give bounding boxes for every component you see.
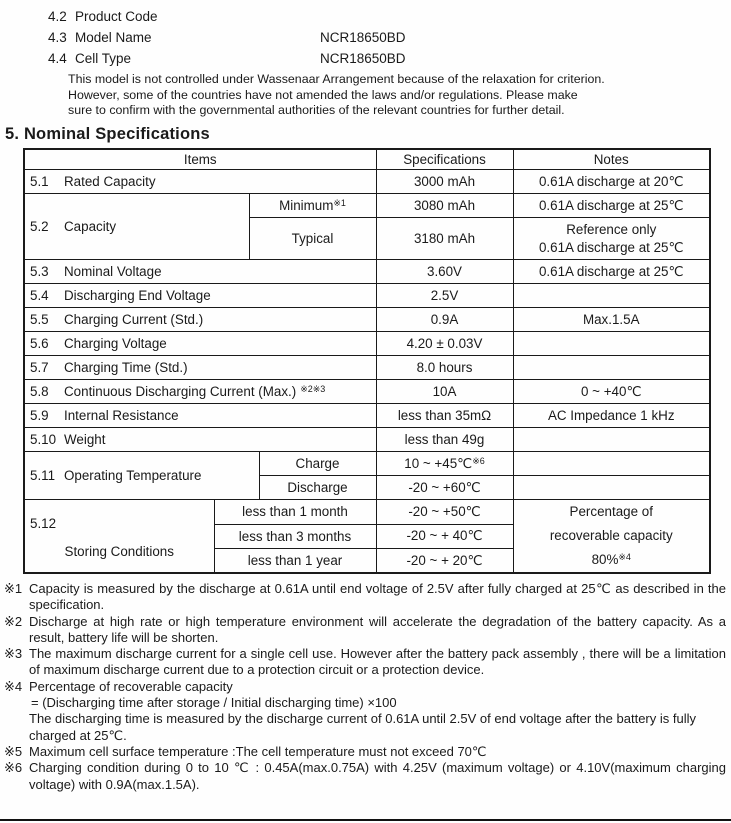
footnote-marker: ※5 [4,743,23,759]
row-5-5-charging-current [24,308,710,332]
note-line: Reference only [566,221,657,237]
item-cell [24,308,376,332]
footnote-ref: ※1 [333,198,346,208]
note-cell: 0.61A discharge at 25℃ [513,260,710,284]
sub-item-cell: less than 3 months [214,524,376,549]
footnote-text: Maximum cell surface temperature :The cell temperature must not exceed 70℃ [29,743,487,759]
item-cell [24,452,259,500]
page-bottom-rule [0,819,731,821]
footnote-marker: ※6 [4,760,23,776]
spec-cell: -20 ~ +50℃ [376,500,513,525]
footnote-text: Discharge at high rate or high temperature environment will accelerate the degradation of the battery capacity. As a result, battery life will be shorten. [29,613,726,645]
sub-item-cell: less than 1 month [214,500,376,525]
wassenaar-note-line: sure to confirm with the governmental authorities of the relevant countries for further detail. [68,103,565,117]
spec-cell: less than 49g [376,428,513,452]
row-number: 5.8 [30,384,49,399]
spec-cell: 2.5V [376,284,513,308]
row-5-3-nominal-voltage [24,260,710,284]
model-name-row [48,27,731,48]
footnote-text: The maximum discharge current for a single cell use. However after the battery pack assembly , there will be a limitation of maximum discharge current due to a protection circuit or a protection device. [29,646,726,678]
row-5-4-discharging-end-voltage [24,284,710,308]
row-number: 5.12 [30,516,57,531]
spec-cell: -20 ~ +60℃ [376,476,513,500]
note-line: recoverable capacity [549,528,673,543]
sub-item-cell: Charge [259,452,376,476]
row-5-9-internal-resistance [24,404,710,428]
item-label: Product Code [75,9,158,24]
footnote-1 [4,581,726,614]
row-number: 5.11 [30,468,56,483]
footnote-2 [4,614,726,647]
footnote-marker: ※1 [4,581,23,596]
footnote-ref: ※2※3 [300,384,326,394]
footnote-text: Charging condition during 0 to 10 ℃ : 0.45A(max.0.75A) with 4.25V (maximum voltage) or 4.10V(maximum charging voltage) with 0.9A(max.1.5A). [29,760,726,792]
header-notes: Notes [513,149,710,170]
item-label: Cell Type [75,51,132,66]
row-number: 5.6 [30,336,49,351]
item-cell [24,404,376,428]
item-label: Capacity [64,219,117,234]
footnote-6 [4,760,726,793]
wassenaar-note-line: However, some of the countries have not amended the laws and/or regulations. Please make [68,87,578,102]
section-5-heading: 5. Nominal Specifications [5,124,210,143]
row-5-6-charging-voltage [24,332,710,356]
note-cell [513,476,710,500]
model-name-value: NCR18650BD [320,30,406,45]
sub-item-cell [249,194,376,218]
wassenaar-note-line: This model is not controlled under Wassenaar Arrangement because of the relaxation for criterion. [68,72,605,86]
row-5-7-charging-time [24,356,710,380]
product-code-row [48,6,731,27]
row-number: 5.3 [30,264,49,279]
note-cell [513,284,710,308]
footnote-line: The discharging time is measured by the discharge current of 0.61A until 2.5V of end voltage after the battery is fully charged at 25℃. [29,711,696,743]
sub-item-cell: Discharge [259,476,376,500]
footnote-text: Capacity is measured by the discharge at 0.61A until end voltage of 2.5V after fully charged at 25℃ as described in the specification. [29,581,726,613]
note-cell [513,218,710,260]
spec-value: 10 ~ +45℃ [404,455,473,471]
sub-item-cell: less than 1 year [214,549,376,574]
item-label: Weight [64,432,106,447]
item-number: 4.3 [48,30,67,45]
row-5-2-capacity-minimum [24,194,710,218]
sub-item-label: Minimum [279,198,334,213]
note-line: 0.61A discharge at 25℃ [538,239,684,255]
table-header-row [24,149,710,170]
note-cell: Max.1.5A [513,308,710,332]
row-5-8-continuous-discharging-current [24,380,710,404]
item-label: Rated Capacity [64,174,156,189]
sub-item-cell: Typical [249,218,376,260]
note-value: 80% [591,552,619,567]
item-cell [24,194,249,260]
item-number: 4.2 [48,9,67,24]
note-line: Percentage of [569,504,653,519]
note-cell [513,452,710,476]
row-number: 5.5 [30,312,49,327]
spec-cell [376,452,513,476]
footnote-4 [4,679,726,744]
item-cell [24,356,376,380]
row-number: 5.2 [30,219,49,234]
wassenaar-note [68,72,713,119]
footnote-marker: ※4 [4,678,23,694]
note-cell: 0.61A discharge at 25℃ [513,194,710,218]
header-specifications: Specifications [376,149,513,170]
item-cell [24,284,376,308]
item-label: Charging Current (Std.) [64,312,204,327]
item-label: Discharging End Voltage [64,288,211,303]
cell-type-value: NCR18650BD [320,51,406,66]
item-label: Nominal Voltage [64,264,162,279]
spec-cell: -20 ~ + 40℃ [376,524,513,549]
footnote-3 [4,646,726,679]
item-label: Operating Temperature [64,468,202,483]
spec-cell: less than 35mΩ [376,404,513,428]
row-5-12-storing-1-month [24,500,710,525]
spec-cell: 4.20 ± 0.03V [376,332,513,356]
spec-cell: 3080 mAh [376,194,513,218]
nominal-specifications-table [23,148,711,575]
footnote-marker: ※2 [4,613,23,629]
footnote-line: Percentage of recoverable capacity [29,678,233,694]
spec-cell: 0.9A [376,308,513,332]
item-cell [24,260,376,284]
footnote-ref: ※4 [618,552,631,562]
item-cell [24,428,376,452]
footnote-marker: ※3 [4,646,23,662]
footnote-ref: ※6 [472,455,485,466]
row-number: 5.7 [30,360,49,375]
row-number: 5.9 [30,408,49,423]
footnote-5 [4,744,726,760]
row-number: 5.1 [30,174,49,189]
item-label: Charging Voltage [64,336,167,351]
note-cell [513,428,710,452]
item-number: 4.4 [48,51,67,66]
section-4 [48,6,731,119]
note-cell [513,332,710,356]
note-line [517,548,707,572]
row-number: 5.10 [30,432,57,447]
item-label: Internal Resistance [64,408,179,423]
item-label: Charging Time (Std.) [64,360,188,375]
spec-cell: 8.0 hours [376,356,513,380]
item-cell [24,170,376,194]
cell-type-row [48,48,731,69]
item-label: Continuous Discharging Current (Max.) [64,384,297,399]
footnotes [4,581,726,793]
spec-cell: 3180 mAh [376,218,513,260]
note-cell [513,356,710,380]
row-5-10-weight [24,428,710,452]
spec-cell: -20 ~ + 20℃ [376,549,513,574]
note-cell: 0 ~ +40℃ [513,380,710,404]
item-label: Model Name [75,30,152,45]
item-label: Storing Conditions [64,544,174,559]
spec-cell: 3.60V [376,260,513,284]
item-cell [24,332,376,356]
row-number: 5.4 [30,288,49,303]
note-cell [513,500,710,574]
spec-cell: 10A [376,380,513,404]
item-cell [24,380,376,404]
item-cell [24,500,214,574]
footnote-line: = (Discharging time after storage / Initial discharging time) ×100 [31,695,397,711]
header-items: Items [24,149,376,170]
note-cell: 0.61A discharge at 20℃ [513,170,710,194]
spec-cell: 3000 mAh [376,170,513,194]
footnote-text [29,679,726,744]
note-cell: AC Impedance 1 kHz [513,404,710,428]
row-5-1-rated-capacity [24,170,710,194]
row-5-11-operating-temperature-charge [24,452,710,476]
